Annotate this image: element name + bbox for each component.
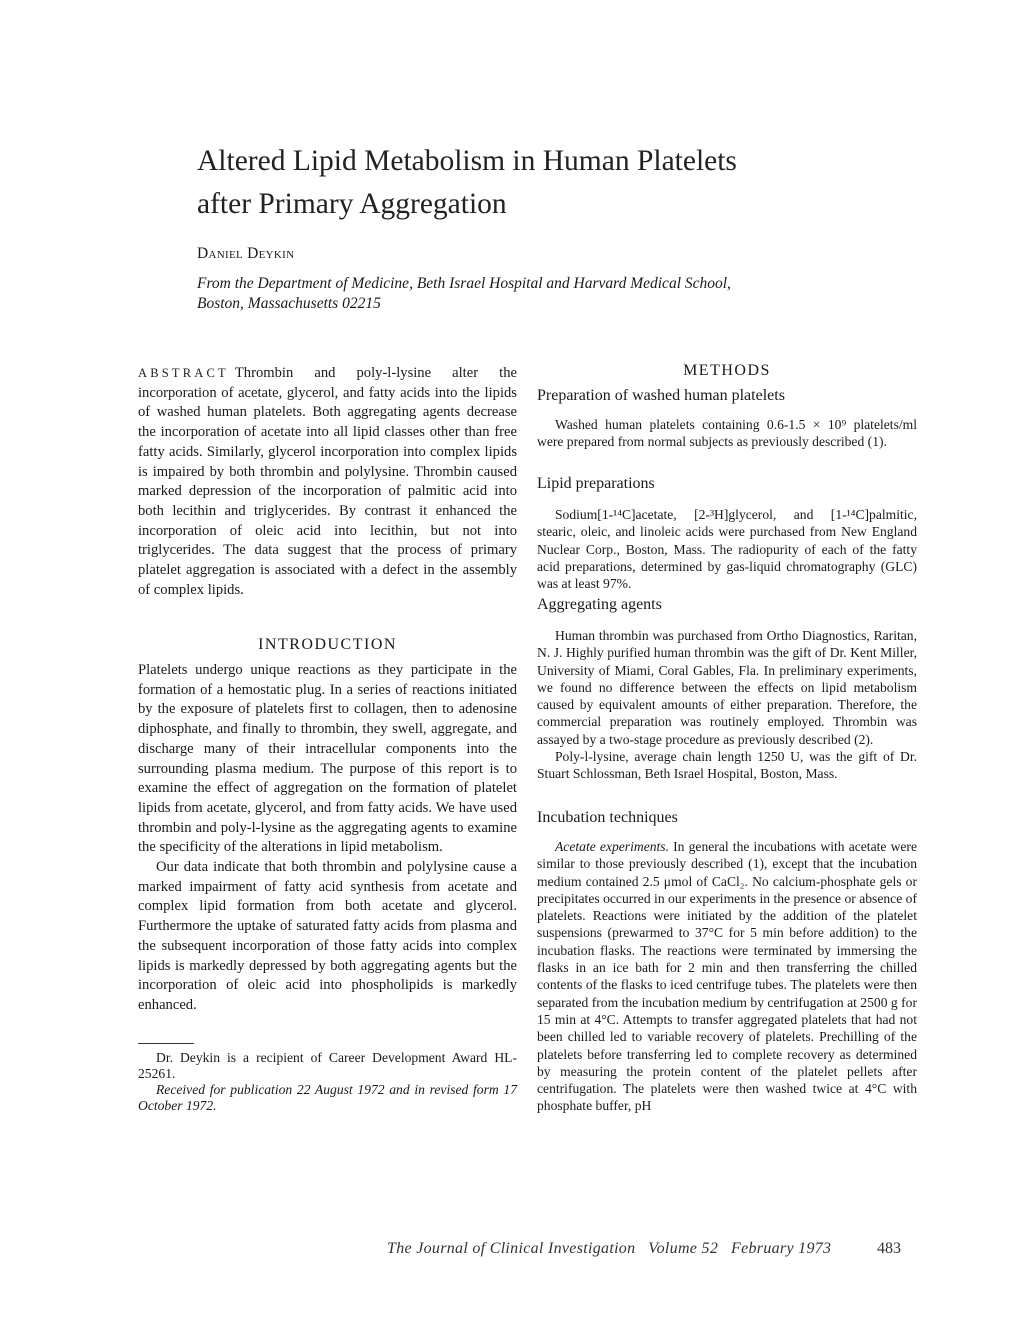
- methods-subheading-aggregating-agents: Aggregating agents: [537, 596, 662, 613]
- abstract-label: ABSTRACT: [138, 366, 229, 380]
- author-last-name: Deykin: [247, 245, 295, 262]
- aggregating-agents-text-a: Human thrombin was purchased from Ortho Diagnostics, Raritan, N. J. Highly purified human thrombin was the gift of Dr. Kent Miller, University of Miami, Coral Gables, Fla. In preliminary experiments, we found no difference between the effects on lipid metabolism caused by equivalent amounts of either preparation. Therefore, the commercial preparation was routinely employed. Thrombin was assayed by a two-stage procedure as previously described (2).: [537, 628, 917, 747]
- introduction-paragraph-1: Platelets undergo unique reactions as they participate in the formation of a hemostatic plug. In a series of reactions initiated by the exposure of platelets first to collagen, then to adenosine diphosphate, and finally to thrombin, they swell, aggregate, and discharge many of their intracellular components into the surrounding plasma medium. The purpose of this report is to examine the effect of aggregation on the formation of platelet lipids from acetate, glycerol, and from fatty acids. We have used thrombin and poly-l-lysine as the aggregating agents to examine the specificity of the alterations in lipid metabolism.: [138, 662, 517, 856]
- author-affiliation: From the Department of Medicine, Beth Israel Hospital and Harvard Medical School, Boston, Massachusetts 02215: [197, 275, 731, 312]
- abstract: [138, 364, 517, 600]
- footnote-received: Received for publication 22 August 1972 and in revised form 17 October 1972.: [138, 1082, 517, 1113]
- introduction-paragraph-2: Our data indicate that both thrombin and polylysine cause a marked impairment of fatty acid synthesis from acetate and complex lipid formation from both acetate and glycerol. Furthermore the uptake of saturated fatty acids from plasma and the subsequent incorporation of those fatty acids into complex lipids is markedly depressed by both aggregating agents but the incorporation of oleic acid into phospholipids is markedly enhanced.: [138, 859, 517, 1013]
- author-name: [197, 245, 294, 263]
- lipid-preparations-text: Sodium[1-¹⁴C]acetate, [2-³H]glycerol, and [1-¹⁴C]palmitic, stearic, oleic, and linoleic acids were purchased from New England Nuclear Corp., Boston, Mass. The radiopurity of each of the fatty acid preparations, determined by gas-liquid chromatography (GLC) was at least 97%.: [537, 507, 917, 592]
- preparation-text: Washed human platelets containing 0.6-1.5 × 10⁹ platelets/ml were prepared from normal subjects as previously described (1).: [537, 417, 917, 450]
- methods-paragraph-incubation: [537, 838, 917, 1115]
- article-title: [197, 140, 897, 226]
- incubation-text: In general the incubations with acetate were similar to those previously described (1), except that the incubation medium contained 2.5 μmol of CaCl₂. No calcium-phosphate gels or precipitates occurred in our experiments in the presence or absence of platelets. Reactions were initiated by the addition of the platelet suspensions (prewarmed to 37°C for 5 min before addition) to the incubation flasks. The reactions were terminated by immersing the flasks in an ice bath for 2 min and then transferring the chilled contents of the flasks to iced centrifuge tubes. The platelets were then separated from the incubation medium by centrifugation at 2500 g for 15 min at 4°C. Attempts to transfer aggregated platelets that had not been chilled led to variable recovery of platelets. Prechilling of the platelets before transferring led to complete recovery as determined by measuring the protein content of the platelet pellets after centrifugation. The platelets were then washed twice at 4°C with phosphate buffer, pH: [537, 839, 917, 1114]
- title-line-2: after Primary Aggregation: [197, 188, 507, 220]
- methods-subheading-lipid-preparations: Lipid preparations: [537, 475, 655, 492]
- methods-heading: METHODS: [683, 362, 771, 379]
- footnote-rule: [138, 1043, 194, 1044]
- aggregating-agents-text-b: Poly-l-lysine, average chain length 1250 U, was the gift of Dr. Stuart Schlossman, Beth Israel Hospital, Boston, Mass.: [537, 749, 917, 782]
- footnotes: [138, 1050, 517, 1114]
- methods-subheading-incubation: Incubation techniques: [537, 809, 678, 826]
- methods-paragraph-preparation: [537, 416, 917, 451]
- title-line-1: Altered Lipid Metabolism in Human Platelets: [197, 145, 737, 177]
- introduction-heading: INTRODUCTION: [258, 636, 397, 653]
- footnote-award: Dr. Deykin is a recipient of Career Development Award HL-25261.: [138, 1050, 517, 1081]
- acetate-experiments-runin: Acetate experiments.: [555, 839, 669, 854]
- journal-footer: The Journal of Clinical Investigation Volume 52 February 1973: [387, 1240, 832, 1257]
- introduction-body: [138, 661, 517, 1016]
- page-number: 483: [877, 1240, 901, 1257]
- methods-subheading-preparation: Preparation of washed human platelets: [537, 387, 785, 404]
- methods-paragraph-lipid-preparations: [537, 506, 917, 592]
- abstract-text: Thrombin and poly-l-lysine alter the incorporation of acetate, glycerol, and fatty acids into the lipids of washed human platelets. Both aggregating agents decrease the incorporation of acetate into all lipid classes other than free fatty acids. Similarly, glycerol incorporation into complex lipids is impaired by both thrombin and polylysine. Thrombin caused marked depression of the incorporation of palmitic acid into both lecithin and triglycerides. By contrast it enhanced the incorporation of oleic acid into lecithin, but not into triglycerides. The data suggest that the process of primary platelet aggregation is associated with a defect in the assembly of complex lipids.: [138, 365, 517, 598]
- author-first-name: Daniel: [197, 245, 243, 262]
- methods-paragraph-aggregating-agents: [537, 627, 917, 783]
